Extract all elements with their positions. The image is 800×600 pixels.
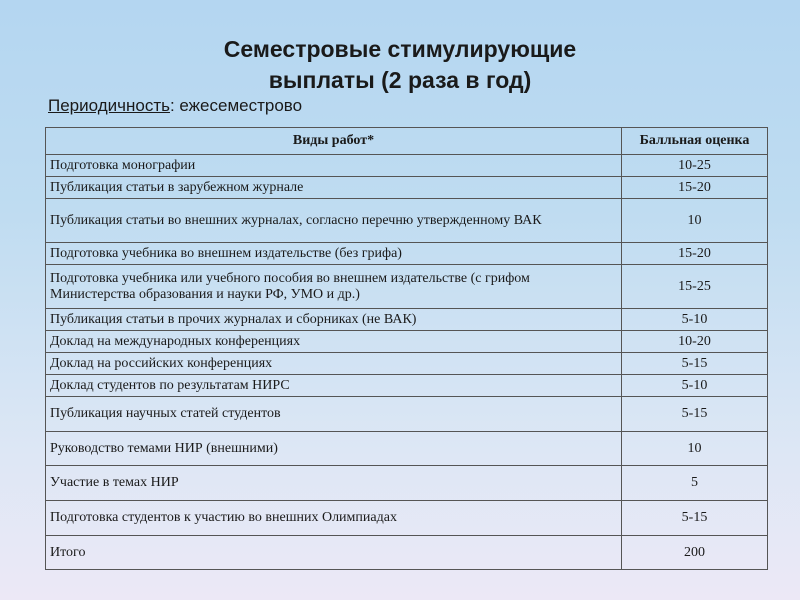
periodicity-value: ежесеместрово xyxy=(179,96,303,115)
table-row xyxy=(46,309,768,331)
work-cell: Руководство темами НИР (внешними) xyxy=(46,432,622,466)
work-cell: Доклад студентов по результатам НИРС xyxy=(46,375,622,397)
header-work-type: Виды работ* xyxy=(46,128,622,155)
score-cell: 5-10 xyxy=(622,309,768,331)
periodicity-separator: : xyxy=(169,96,180,115)
table-header-row xyxy=(46,128,768,155)
table-row xyxy=(46,375,768,397)
score-cell: 15-25 xyxy=(622,265,768,309)
work-cell: Подготовка учебника во внешнем издательстве (без грифа) xyxy=(46,243,622,265)
table-row xyxy=(46,331,768,353)
table-row xyxy=(46,397,768,432)
periodicity-label: Периодичность xyxy=(48,96,170,115)
work-cell: Публикация статьи в прочих журналах и сборниках (не ВАК) xyxy=(46,309,622,331)
score-cell: 5-15 xyxy=(622,501,768,536)
periodicity-line xyxy=(48,96,302,116)
table-row xyxy=(46,353,768,375)
score-cell: 15-20 xyxy=(622,177,768,199)
total-row xyxy=(46,536,768,570)
score-cell: 15-20 xyxy=(622,243,768,265)
score-cell: 10-25 xyxy=(622,155,768,177)
score-cell: 5-15 xyxy=(622,397,768,432)
header-score: Балльная оценка xyxy=(622,128,768,155)
total-score-cell: 200 xyxy=(622,536,768,570)
score-cell: 10 xyxy=(622,432,768,466)
score-cell: 5-10 xyxy=(622,375,768,397)
table-row xyxy=(46,177,768,199)
title-line-2: выплаты (2 раза в год) xyxy=(268,67,532,93)
table-row xyxy=(46,243,768,265)
total-label-cell: Итого xyxy=(46,536,622,570)
table-row xyxy=(46,432,768,466)
payments-table xyxy=(45,127,768,570)
work-cell: Доклад на международных конференциях xyxy=(46,331,622,353)
score-cell: 10-20 xyxy=(622,331,768,353)
table-row xyxy=(46,466,768,501)
score-cell: 5 xyxy=(622,466,768,501)
table-row xyxy=(46,501,768,536)
table-row xyxy=(46,199,768,243)
table-row xyxy=(46,155,768,177)
score-cell: 10 xyxy=(622,199,768,243)
work-cell: Публикация статьи в зарубежном журнале xyxy=(46,177,622,199)
work-cell: Доклад на российских конференциях xyxy=(46,353,622,375)
title-line-1: Семестровые стимулирующие xyxy=(223,36,577,62)
table-row xyxy=(46,265,768,309)
work-cell: Подготовка монографии xyxy=(46,155,622,177)
page-title xyxy=(0,34,800,96)
work-cell: Подготовка студентов к участию во внешних Олимпиадах xyxy=(46,501,622,536)
work-cell: Подготовка учебника или учебного пособия во внешнем издательстве (с грифом Министерства образования и науки РФ, УМО и др.) xyxy=(46,265,622,309)
work-cell: Публикация статьи во внешних журналах, согласно перечню утвержденному ВАК xyxy=(46,199,622,243)
work-cell: Публикация научных статей студентов xyxy=(46,397,622,432)
score-cell: 5-15 xyxy=(622,353,768,375)
work-cell: Участие в темах НИР xyxy=(46,466,622,501)
